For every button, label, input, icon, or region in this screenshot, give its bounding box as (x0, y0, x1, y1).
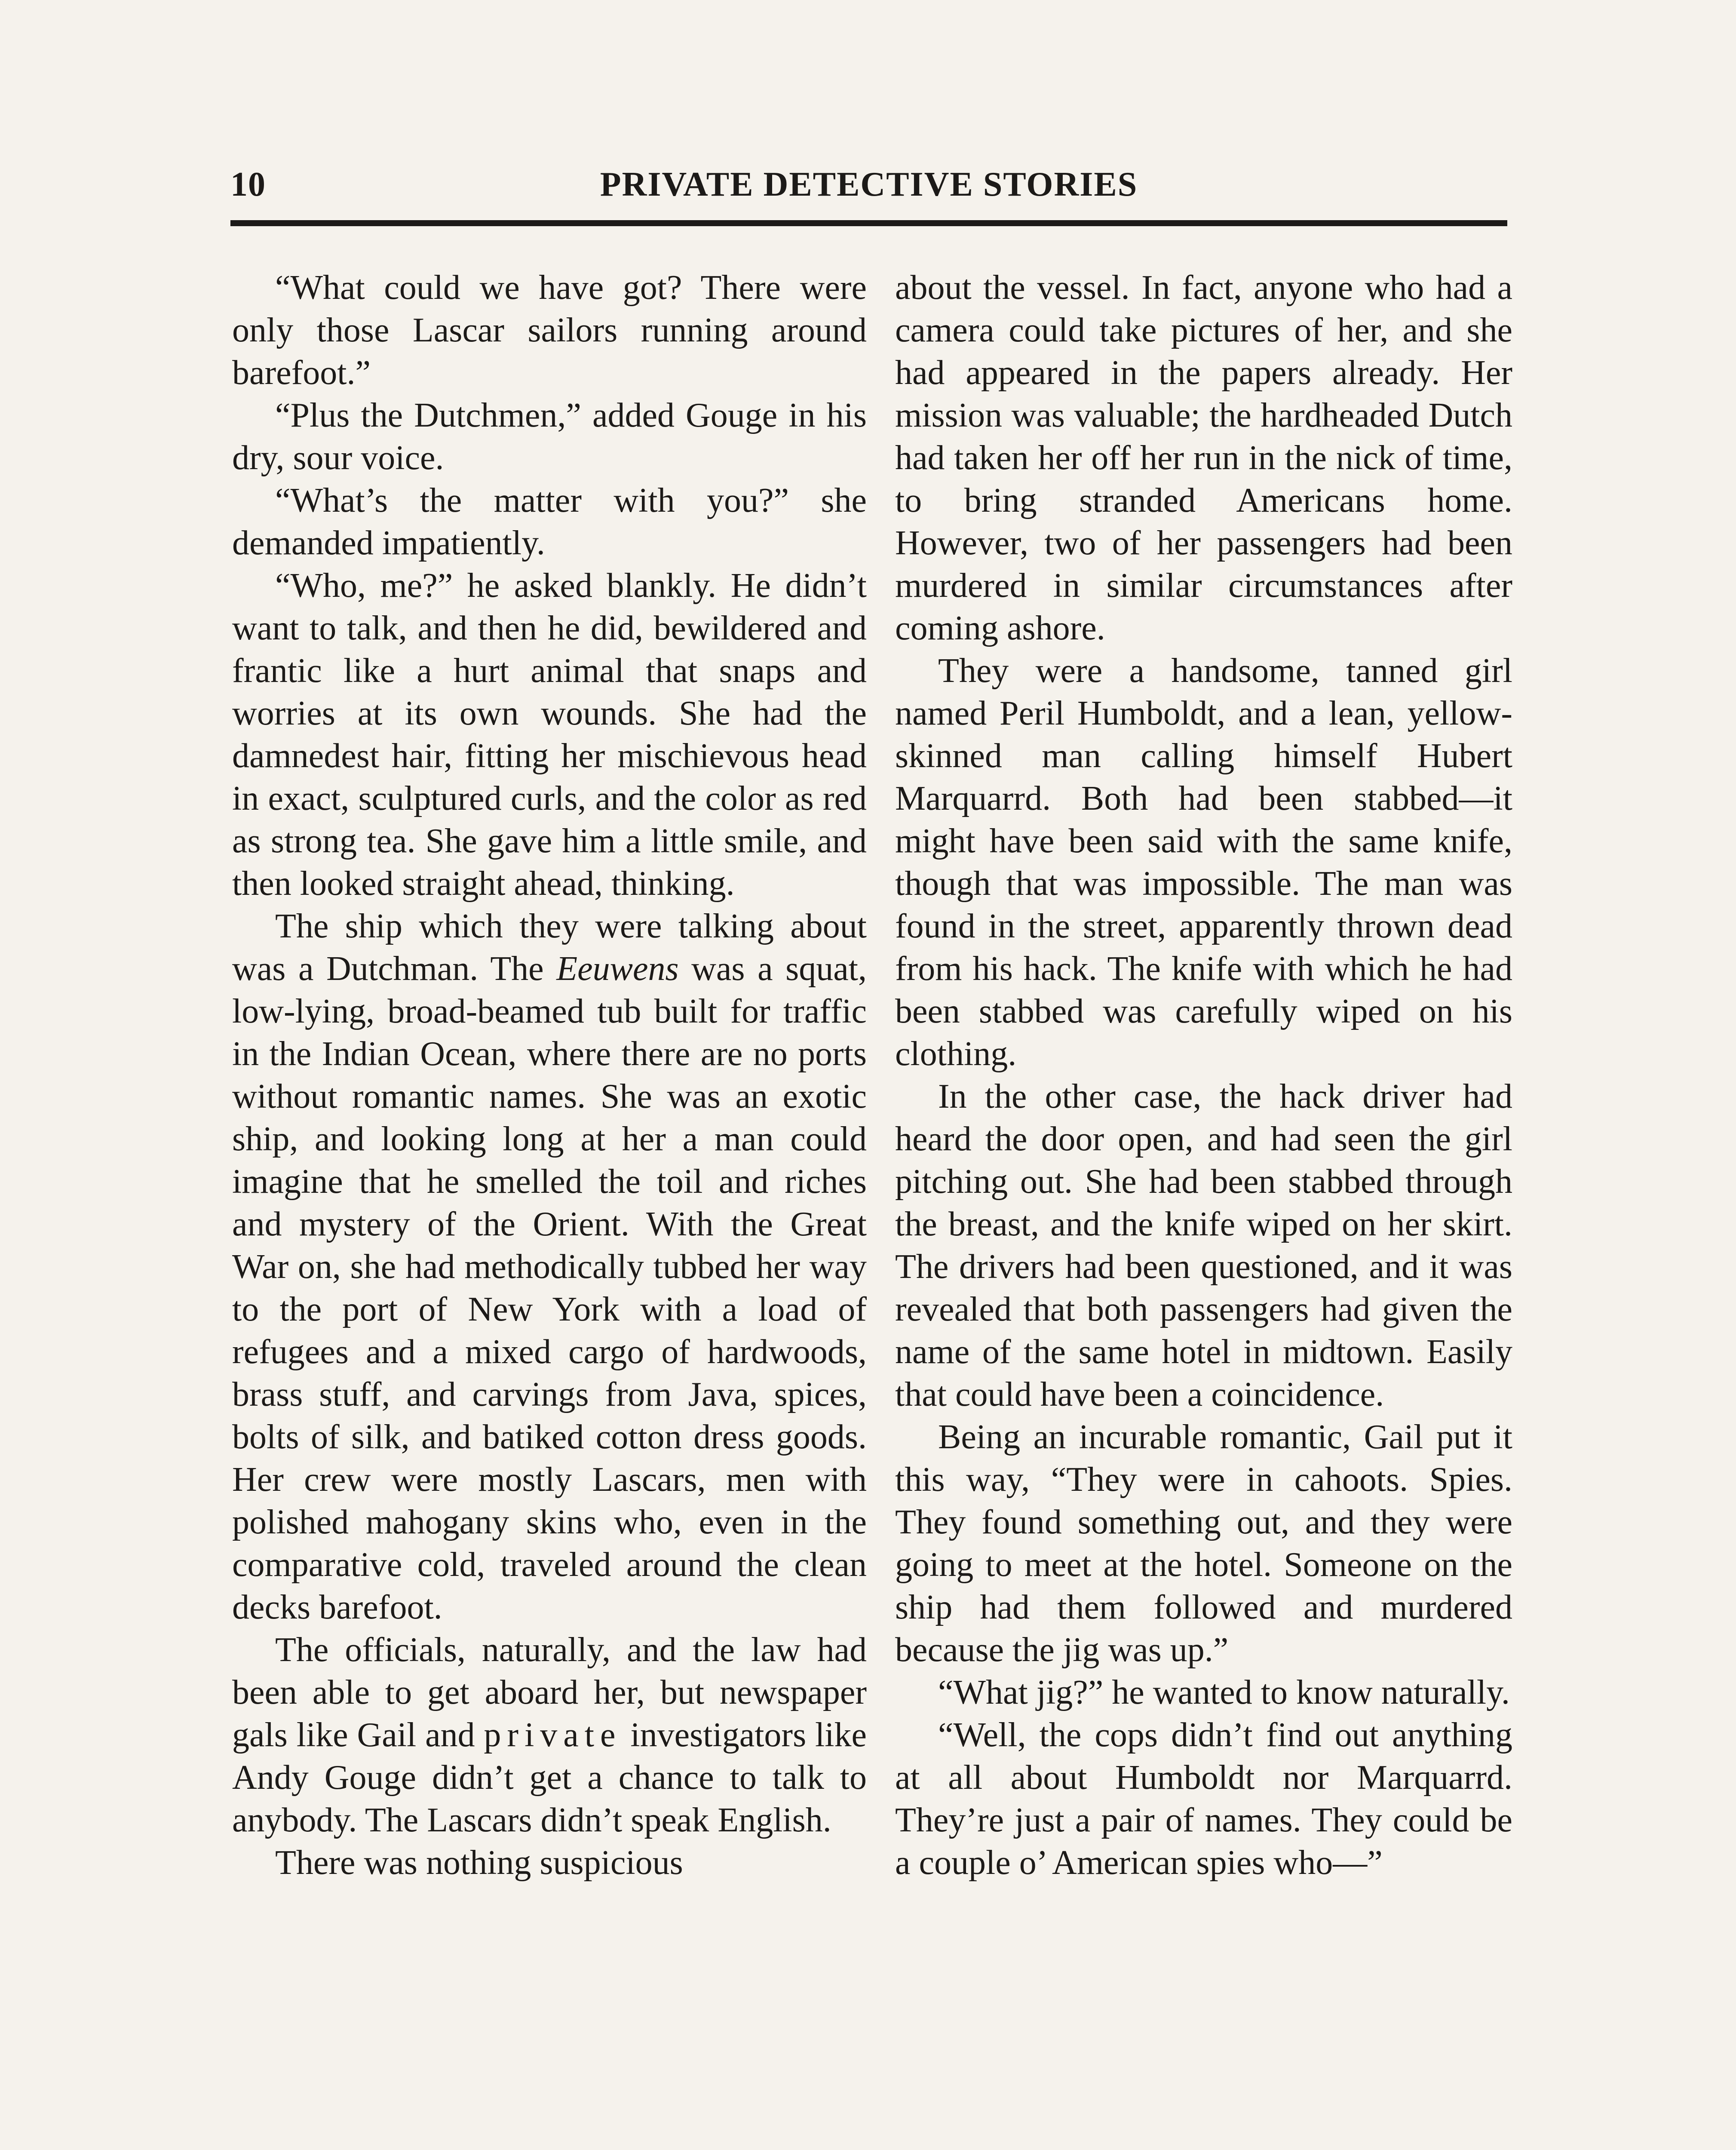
paragraph: They were a handsome, tanned girl named Peril Humboldt, and a lean, yellow-skinned man calling himself Hubert Marquarrd. Both had been stabbed—it might have been said with the same knife, though that was impossible. The man was found in the street, apparently thrown dead from his hack. The knife with which he had been stabbed was carefully wiped on his clothing. (895, 652, 1512, 1073)
header-rule (230, 220, 1507, 226)
text-run: The ship which they were talking about was a Dutchman. The (232, 907, 867, 988)
paragraph: In the other case, the hack driver had heard the door open, and had seen the girl pitching out. She had been stabbed through the breast, and the knife wiped on her skirt. The drivers had been questioned, and it was revealed that both passengers had given the name of the same hotel in midtown. Easily that could have been a coincidence. (895, 1078, 1512, 1413)
left-column (232, 267, 867, 1884)
paragraph: “What’s the matter with you?” she demanded impatiently. (232, 482, 867, 562)
paragraph: There was nothing suspicious (275, 1844, 683, 1882)
paragraph (232, 1629, 867, 1842)
ship-name: Eeuwens (556, 950, 679, 988)
right-column (895, 267, 1512, 1884)
paragraph: “Who, me?” he asked blankly. He didn’t want to talk, and then he did, bewildered and frantic like a hurt animal that snaps and worries at its own wounds. She had the damnedest hair, fitting her mischievous head in exact, sculptured curls, and the color as red as strong tea. She gave him a little smile, and then looked straight ahead, thinking. (232, 567, 867, 903)
paragraph (232, 905, 867, 1629)
text-run: investigators like Andy Gouge didn’t get a chance to talk to anybody. The Lascars didn’t speak English. (232, 1716, 867, 1839)
paragraph: “What could we have got? There were only those Lascar sailors running around barefoot.” (232, 269, 867, 392)
text-run: was a squat, low-lying, broad-beamed tub built for traffic in the Indian Ocean, where there are no ports without romantic names. She was an exotic ship, and looking long at her a man could imagine that he smelled the toil and riches and mystery of the Orient. With the Great War on, she had methodically tubbed her way to the port of New York with a load of refugees and a mixed cargo of hardwoods, brass stuff, and carvings from Java, spices, bolts of silk, and batiked cotton dress goods. Her crew were mostly Lascars, men with polished mahogany skins who, even in the comparative cold, traveled around the clean decks barefoot. (232, 950, 867, 1626)
text-run: The officials, naturally, and the law had been able to get aboard her, but newspaper gals like Gail and (232, 1631, 867, 1754)
spaced-word: private (484, 1716, 622, 1754)
page-number: 10 (230, 166, 266, 203)
paragraph: “Well, the cops didn’t find out anything at all about Humboldt nor Marquarrd. They’re just a pair of names. They could be a couple o’ American spies who—” (895, 1716, 1512, 1882)
paragraph: “Plus the Dutchmen,” added Gouge in his dry, sour voice. (232, 396, 867, 477)
paragraph: about the vessel. In fact, anyone who had a camera could take pictures of her, and she had appeared in the papers already. Her mission was valuable; the hardheaded Dutch had taken her off her run in the nick of time, to bring stranded Americans home. However, two of her passengers had been murdered in similar circumstances after coming ashore. (895, 269, 1512, 647)
running-head (230, 165, 1507, 212)
paragraph: Being an incurable romantic, Gail put it this way, “They were in cahoots. Spies. They found something out, and they were going to meet at the hotel. Someone on the ship had them followed and murdered because the jig was up.” (895, 1418, 1512, 1669)
running-title: PRIVATE DETECTIVE STORIES (600, 166, 1138, 203)
paragraph: “What jig?” he wanted to know naturally. (938, 1674, 1510, 1711)
